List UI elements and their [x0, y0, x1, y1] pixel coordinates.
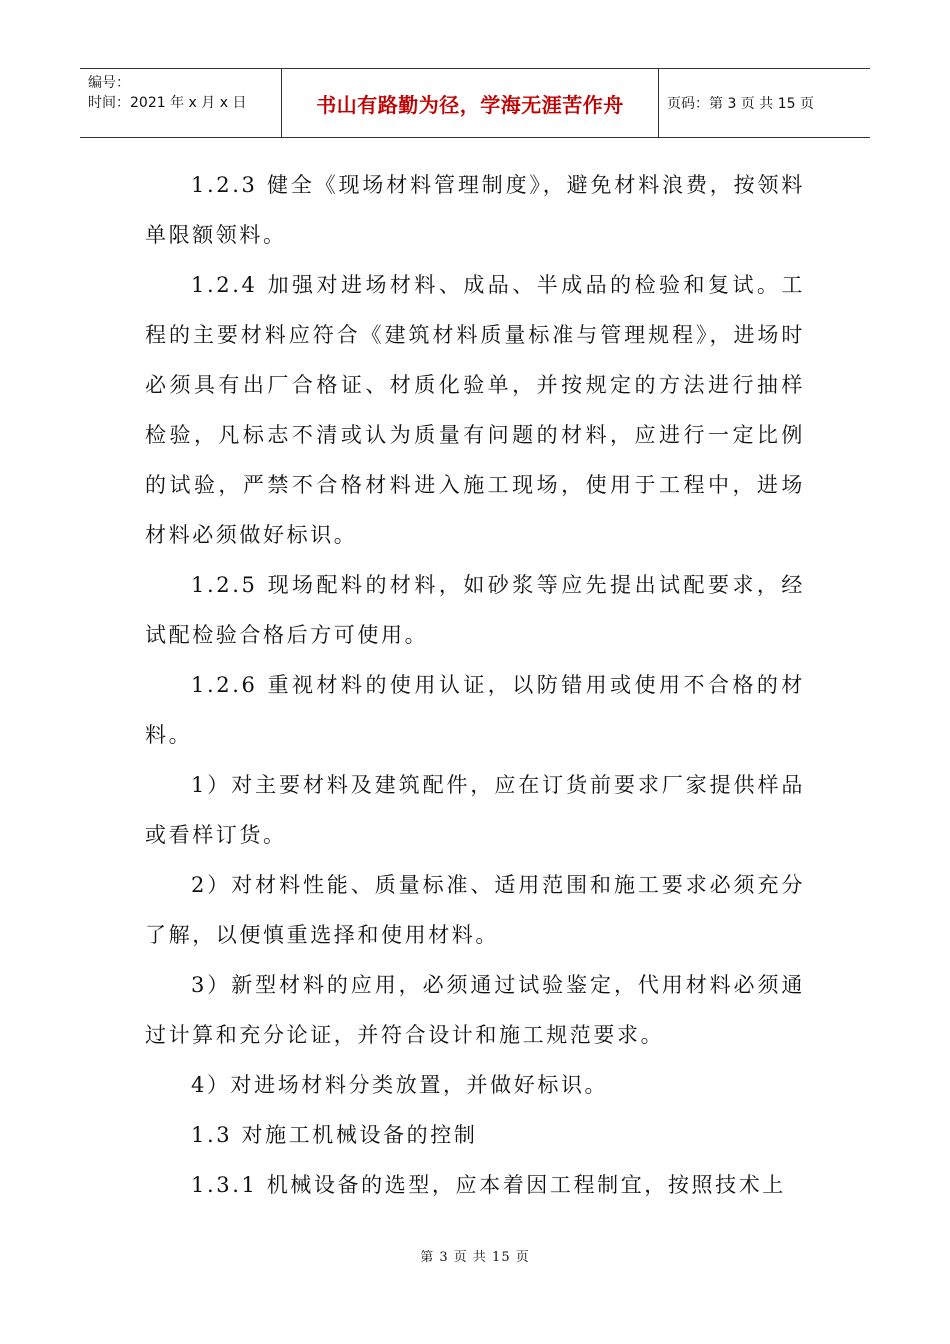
paragraph-1-3-1: 1.3.1 机械设备的选型，应本着因工程制宜，按照技术上: [191, 1173, 786, 1197]
section-heading-1-3: 1.3 对施工机械设备的控制: [191, 1123, 478, 1147]
paragraph-1-2-6: 1.2.6 重视材料的使用认证，以防错用或使用不合格的材料。: [145, 673, 805, 747]
list-item-4: 4）对进场材料分类放置，并做好标识。: [191, 1073, 609, 1097]
footer-page-number: 第 3 页 共 15 页: [420, 1250, 530, 1265]
header-page-cell: [659, 69, 870, 137]
list-item-1: 1）对主要材料及建筑配件，应在订货前要求厂家提供样品或看样订货。: [145, 773, 805, 847]
paragraph-1-2-5: 1.2.5 现场配料的材料，如砂浆等应先提出试配要求，经试配检验合格后方可使用。: [145, 573, 805, 647]
header-left-cell: [80, 69, 282, 137]
document-body: [145, 160, 805, 1210]
header-motto: 书山有路勤为径，学海无涯苦作舟: [316, 92, 624, 117]
paragraph-1-2-3: 1.2.3 健全《现场材料管理制度》，避免材料浪费，按领料单限额领料。: [145, 173, 805, 247]
document-number-label: 编号：: [88, 75, 130, 91]
document-time-label: 时间：2021 年 x 月 x 日: [88, 95, 247, 111]
header-page-info: 页码：第 3 页 共 15 页: [667, 96, 814, 112]
list-item-3: 3）新型材料的应用，必须通过试验鉴定，代用材料必须通过计算和充分论证，并符合设计和施工规范要求。: [145, 973, 805, 1047]
paragraph-1-2-4: 1.2.4 加强对进场材料、成品、半成品的检验和复试。工程的主要材料应符合《建筑材料质量标准与管理规程》，进场时必须具有出厂合格证、材质化验单，并按规定的方法进行抽样检验，凡标志不清或认为质量有问题的材料，应进行一定比例的试验，严禁不合格材料进入施工现场，使用于工程中，进场材料必须做好标识。: [145, 273, 805, 547]
page-header: [80, 68, 870, 138]
page-footer: [0, 1246, 950, 1265]
header-motto-cell: [282, 69, 659, 137]
list-item-2: 2）对材料性能、质量标准、适用范围和施工要求必须充分了解，以便慎重选择和使用材料。: [145, 873, 805, 947]
